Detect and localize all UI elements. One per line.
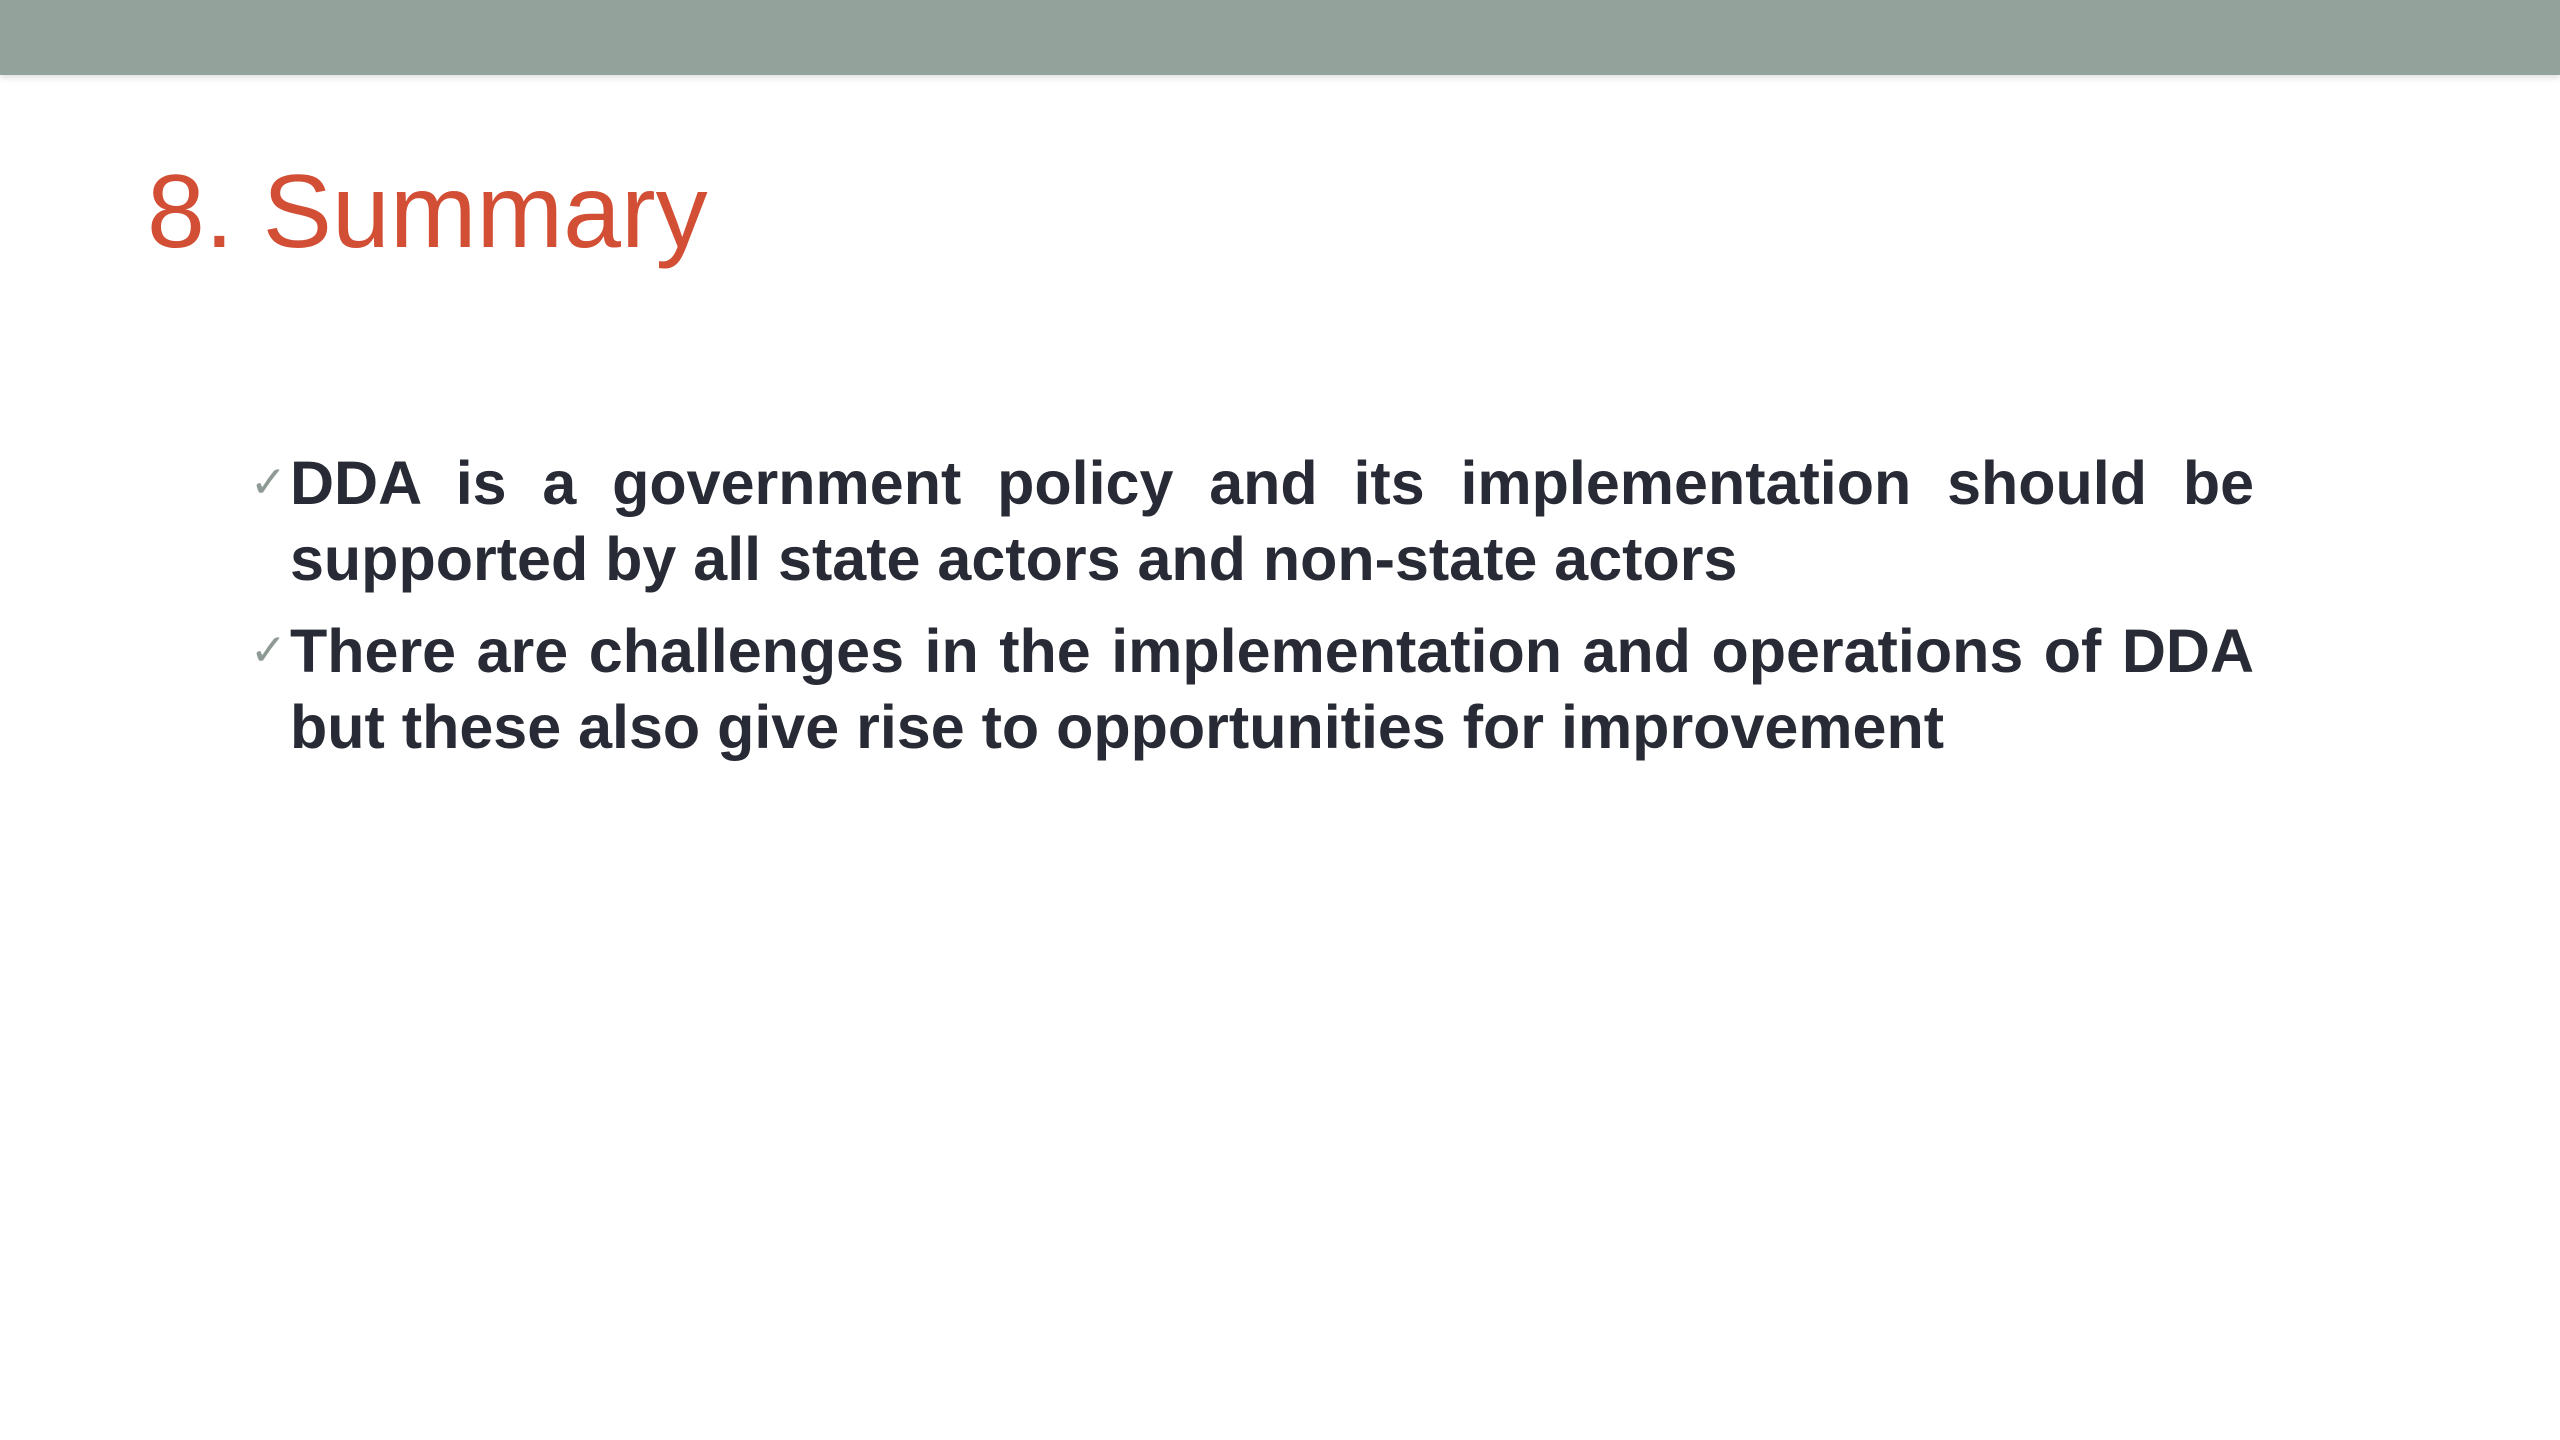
check-icon: ✓ [250, 625, 287, 676]
check-icon: ✓ [250, 457, 287, 508]
bullet-item [250, 445, 2254, 597]
slide-title: 8. Summary [147, 154, 708, 270]
bullet-list [250, 445, 2254, 781]
bullet-item [250, 613, 2254, 765]
bullet-text: DDA is a government policy and its implementation should be supported by all state actors and non-state actors [290, 449, 2254, 593]
bullet-text: There are challenges in the implementation and operations of DDA but these also give rise to opportunities for improvement [290, 617, 2254, 761]
header-accent-bar [0, 0, 2560, 75]
